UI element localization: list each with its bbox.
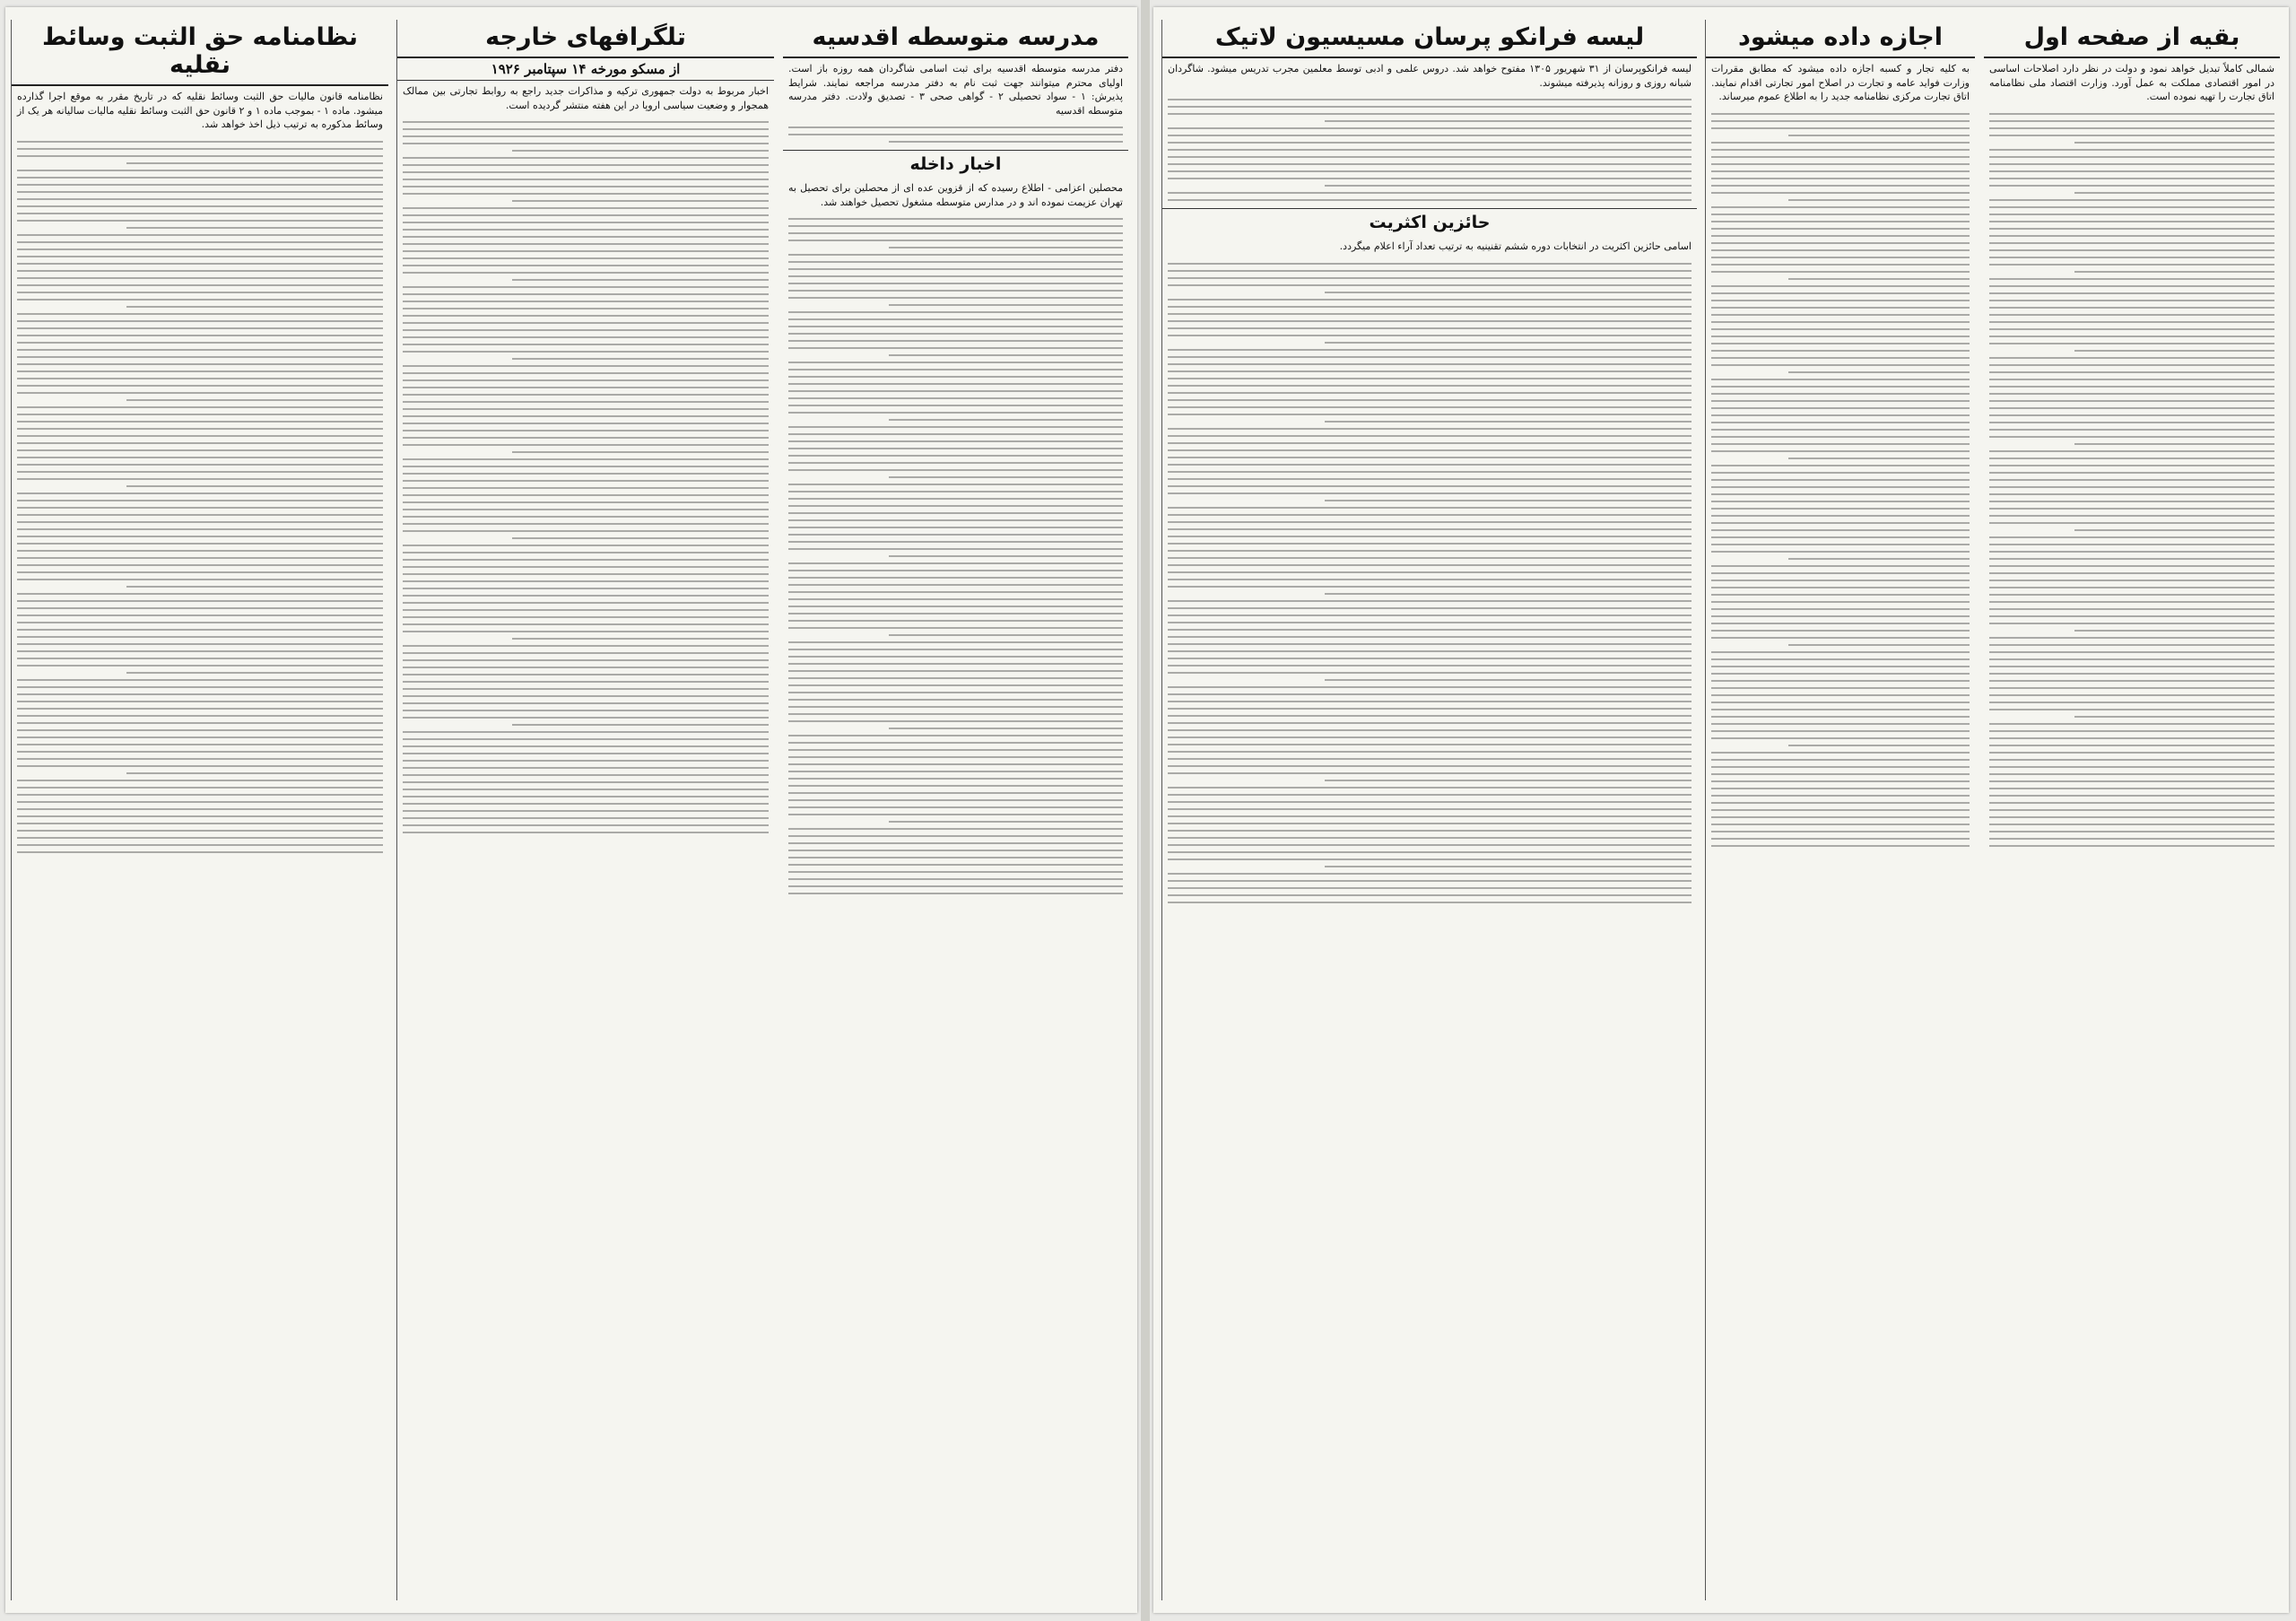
article-body: به کلیه تجار و کسبه اجازه داده میشود که مطابق مقررات وزارت فواید عامه و تجارت در اصلاح امور تجارتی اقدام نمایند. اتاق تجارت مرکزی نظامنامه جدید را به اطلاع عموم میرساند. xyxy=(1711,63,1970,103)
article-column-middle xyxy=(1705,20,1975,1600)
article-heading: نظامنامه حق الثبت وسائط نقلیه xyxy=(12,20,388,86)
article-body: نظامنامه قانون مالیات حق الثبت وسائط نقلیه که در تاریخ مقرر به موقع اجرا گذارده میشود. ماده ۱ - بموجب ماده ۱ و ۲ قانون حق الثبت وسائط نقلیه مالیات سالیانه هر یک از وسائط مذکوره به ترتیب ذیل اخذ خواهد شد. xyxy=(17,91,383,131)
section-heading: اخبار داخله xyxy=(783,150,1128,174)
article-column-middle xyxy=(396,20,774,1600)
text-block xyxy=(783,218,1128,894)
article-body: اخبار مربوط به دولت جمهوری ترکیه و مذاکرات جدید راجع به روابط تجارتی بین ممالک همجوار و وضعیت سیاسی اروپا در این هفته منتشر گردیده است. xyxy=(403,85,769,111)
left-newspaper-page xyxy=(5,7,1137,1613)
article-column-left xyxy=(1161,20,1697,1600)
article-heading: لیسه فرانکو پرسان مسیسیون لاتیک xyxy=(1162,20,1697,58)
text-block xyxy=(783,126,1128,143)
article-heading: مدرسه متوسطه اقدسیه xyxy=(783,20,1128,58)
text-block xyxy=(1706,113,1975,847)
article-body: لیسه فرانکوپرسان از ۳۱ شهریور ۱۳۰۵ مفتوح خواهد شد. دروس علمی و ادبی توسط معلمین مجرب تدریس میشود. شاگردان شبانه روزی و روزانه پذیرفته میشوند. xyxy=(1168,63,1692,89)
text-block xyxy=(1162,263,1697,903)
article-body: شمالی کاملاً تبدیل خواهد نمود و دولت در نظر دارد اصلاحات اساسی در امور اقتصادی مملکت به عمل آورد. وزارت اقتصاد ملی نظامنامه اتاق تجارت را تهیه نموده است. xyxy=(1989,63,2274,103)
right-newspaper-page xyxy=(1153,7,2289,1613)
text-block xyxy=(1984,113,2280,847)
article-column-right xyxy=(1984,20,2280,1600)
section-body: محصلین اعزامی - اطلاع رسیده که از قزوین عده ای از محصلین برای تحصیل به تهران عزیمت نموده اند و در مدارس متوسطه مشغول تحصیل خواهند شد. xyxy=(788,182,1123,208)
article-body: دفتر مدرسه متوسطه اقدسیه برای ثبت اسامی شاگردان همه روزه باز است. اولیای محترم میتوانند جهت ثبت نام به دفتر مدرسه مراجعه نمایند. شرایط پذیرش: ۱ - سواد تحصیلی ۲ - گواهی صحی ۳ - تصدیق ولادت. دفتر مدرسه متوسطه اقدسیه xyxy=(788,63,1123,117)
article-column-right xyxy=(783,20,1128,1600)
section-heading: حائزین اکثریت xyxy=(1162,208,1697,232)
article-heading: اجازه داده میشود xyxy=(1706,20,1975,58)
article-heading: تلگرافهای خارجه xyxy=(397,20,774,58)
article-heading: بقیه از صفحه اول xyxy=(1984,20,2280,58)
section-body: اسامی حائزین اکثریت در انتخابات دوره ششم تقنینیه به ترتیب تعداد آراء اعلام میگردد. xyxy=(1339,240,1692,253)
text-block xyxy=(12,141,388,853)
text-block xyxy=(397,121,774,833)
article-subheading: از مسکو مورخه ۱۴ سپتامبر ۱۹۲۶ xyxy=(397,58,774,81)
text-block xyxy=(1162,99,1697,201)
article-column-left xyxy=(11,20,388,1600)
page-gutter xyxy=(1141,0,1150,1621)
